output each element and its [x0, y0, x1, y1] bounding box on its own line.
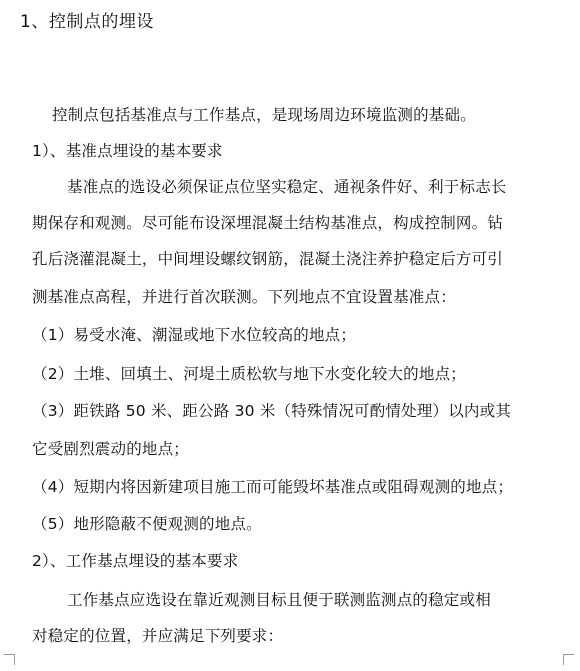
- paragraph-line: 基准点的选设必须保证点位坚实稳定、通视条件好、利于标志长: [67, 178, 507, 196]
- page-corner-mark-left: [4, 654, 15, 665]
- subsection-title-2: 2）、工作基点埋设的基本要求: [32, 552, 239, 570]
- paragraph-line: 工作基点应选设在靠近观测目标且便于联测监测点的稳定或相: [67, 591, 491, 609]
- list-item: （2）土堆、回填土、河堤土质松软与地下水变化较大的地点；: [32, 365, 466, 383]
- list-item: （4）短期内将因新建项目施工而可能毁坏基准点或阻碍观测的地点；: [32, 478, 514, 496]
- section-heading: 1、控制点的埋设: [20, 12, 154, 32]
- intro-paragraph: 控制点包括基准点与工作基点，是现场周边环境监测的基础。: [52, 106, 476, 124]
- paragraph-line: 孔后浇灌混凝土，中间埋设螺纹钢筋，混凝土浇注养护稳定后方可引: [32, 250, 504, 268]
- list-item: （5）地形隐蔽不便观测的地点。: [32, 515, 262, 533]
- paragraph-line: 对稳定的位置，并应满足下列要求：: [32, 627, 284, 645]
- page-corner-mark-right: [563, 654, 574, 665]
- paragraph-line: 测基准点高程，并进行首次联测。下列地点不宜设置基准点：: [32, 288, 456, 306]
- subsection-title-1: 1）、基准点埋设的基本要求: [32, 142, 223, 160]
- list-item: （1）易受水淹、潮湿或地下水位较高的地点；: [32, 326, 357, 344]
- list-item-continuation: 它受剧烈震动的地点；: [32, 440, 190, 458]
- list-item: （3）距铁路 50 米、距公路 30 米（特殊情况可酌情处理）以内或其: [32, 402, 512, 420]
- paragraph-line: 期保存和观测。尽可能布设深埋混凝土结构基准点，构成控制网。钻: [32, 214, 504, 232]
